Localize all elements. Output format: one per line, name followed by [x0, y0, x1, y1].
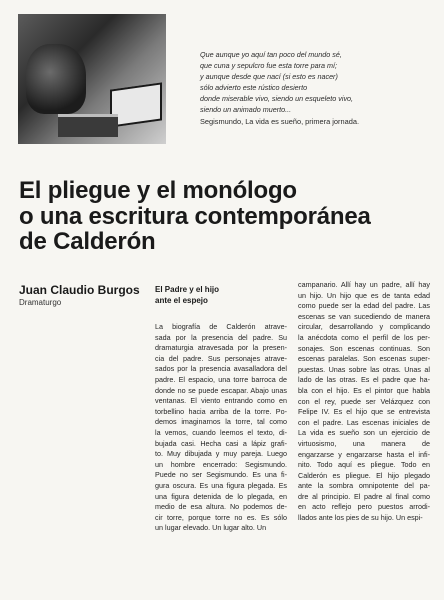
body-text-line: Calderón es pliegue. El hijo plegado — [298, 470, 430, 480]
title-line: de Calderón — [19, 228, 156, 255]
body-text-line: sada por la presencia del padre. Su — [155, 332, 287, 342]
body-text-line: bla con el hijo. Es el pintor que habla — [298, 385, 430, 395]
body-text-line: con el rey, puede ser Velázquez con — [298, 396, 430, 406]
photo-books — [58, 114, 118, 137]
body-text-line: ventanas. El viento entrando como en — [155, 396, 287, 406]
body-text-line: lado de las otras. Es el padre que ha- — [298, 375, 430, 385]
body-text-line: torbellino hacia arriba de la torre. Po- — [155, 406, 287, 416]
article-title — [19, 178, 429, 255]
body-text-line: nito. Todo aquí es pliegue. Todo en — [298, 460, 430, 470]
quote-attribution: Segismundo, La vida es sueño, primera jornada. — [200, 117, 359, 126]
body-text-line: bujada casi. Hecha casi a lápiz grafi- — [155, 438, 287, 448]
body-text-line: Felipe IV. Es el hijo que se entrevista — [298, 407, 430, 417]
body-text-line: padre. El espacio, una torre barroca de — [155, 374, 287, 384]
body-text-line: cir torre, porque torre no es. Es sólo — [155, 512, 287, 522]
body-text-line: sonajes. Son escenas continuas. Son — [298, 343, 430, 353]
quote-line: donde miserable vivo, siendo un esqueleto vivo, — [200, 94, 354, 103]
quote-line: Que aunque yo aquí tan poco del mundo sé, — [200, 50, 342, 59]
section-heading-line: ante el espejo — [155, 296, 208, 305]
section-heading-line: El Padre y el hijo — [155, 285, 220, 294]
body-text-line: sados por la presencia avasalladora del — [155, 364, 287, 374]
title-line: o una escritura contemporánea — [19, 202, 371, 230]
body-column-1 — [155, 322, 287, 534]
body-text-line: medio de esa altura. No podemos de- — [155, 502, 287, 512]
article-photo — [18, 14, 166, 144]
body-text-line: gura oscura. Es una figura plegada. Es — [155, 480, 287, 490]
epigraph-quote — [200, 49, 432, 127]
quote-line: siendo un animado muerto... — [200, 105, 292, 114]
body-text-line: la vemos, cuando leemos el texto, di- — [155, 427, 287, 437]
body-text-line: demos imaginarnos la torre, tal como — [155, 417, 287, 427]
body-column-2 — [298, 280, 430, 524]
body-text-line: una figura detenida de lo plegada, en — [155, 491, 287, 501]
body-text-line: escenas se van sucediendo de manera — [298, 311, 430, 321]
body-text-line: donde no se puede escapar. Abajo unas — [155, 385, 287, 395]
body-text-line: La biografía de Calderón atrave- — [155, 322, 287, 331]
body-text-line: Puede no ser Segismundo. Es una fi- — [155, 470, 287, 480]
title-line: El pliegue y el monólogo — [19, 177, 297, 204]
body-text-line: to. Muy dibujada y muy pareja. Luego — [155, 449, 287, 459]
photo-figure — [26, 44, 86, 114]
body-text-line: un hombre encerrado: Segismundo. — [155, 459, 287, 469]
body-text-line: cia del padre. Sus personajes atrave- — [155, 353, 287, 363]
body-text-line: como puede ser la edad del padre. Las — [298, 301, 430, 311]
body-text-line: la anécdota como el perfil de los per- — [298, 332, 430, 342]
body-text-line: un hijo. Un hijo que es de tanta edad — [298, 290, 430, 300]
body-text-line: escenas paralelas. Son escenas super- — [298, 354, 430, 364]
author-name: Juan Claudio Burgos — [19, 283, 140, 297]
body-text-line: virtuosismo, una manera de — [298, 438, 430, 448]
body-text-line: campanario. Allí hay un padre, allí hay — [298, 280, 430, 289]
body-text-line: un lugar elevado. Un lugar alto. Un — [155, 523, 267, 533]
body-text-line: con el padre. Las escenas iniciales de — [298, 417, 430, 427]
quote-line: y aunque desde que nací (si esto es nacer) — [200, 72, 338, 81]
section-heading — [155, 284, 285, 306]
body-text-line: en acto reflejo pero puestos arrodi- — [298, 502, 430, 512]
body-text-line: dre al principio. El padre al final como — [298, 491, 430, 501]
body-text-line: ante la sombra omnipotente del pa- — [298, 481, 430, 491]
body-text-line: dramaturgia atravesada por la presen- — [155, 343, 287, 353]
body-text-line: La vida es sueño son un ejercicio de — [298, 428, 430, 438]
quote-line: que cuna y sepulcro fue esta torre para mí; — [200, 61, 338, 70]
body-text-line: puestas. Unas sobre las otras. Unas al — [298, 364, 430, 374]
body-text-line: llados ante los pies de su hijo. Un espi- — [298, 513, 423, 523]
author-role: Dramaturgo — [19, 298, 62, 307]
body-text-line: circular, desarrollando y complicando — [298, 322, 430, 332]
body-text-line: engarzarse y engarzarse hasta el infi- — [298, 449, 430, 459]
quote-line: sólo advierto este rústico desierto — [200, 83, 308, 92]
